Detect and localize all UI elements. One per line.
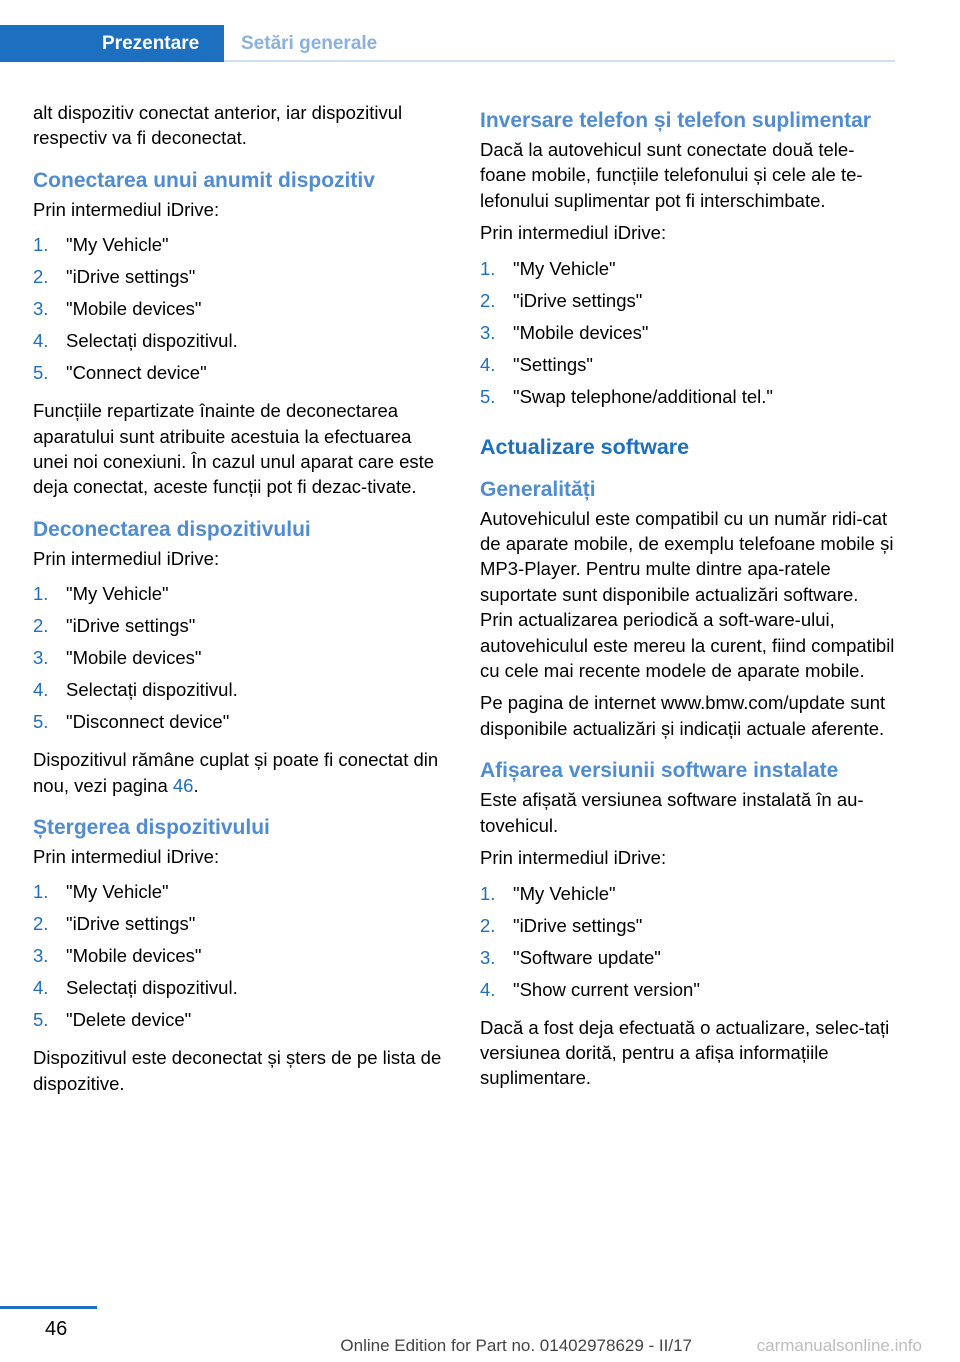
page-reference-link[interactable]: 46 [172, 774, 194, 796]
step-text: Selectați dispozitivul. [66, 679, 238, 701]
edition-text: Online Edition for Part no. 01402978629 - II/17 [340, 1336, 692, 1355]
step-text: Selectați dispozitivul. [66, 977, 238, 999]
step-text: "My Vehicle" [513, 882, 616, 904]
version-via: Prin intermediul iDrive: [480, 847, 667, 869]
section-title-disconnect: Deconectarea dispozitivului [33, 517, 311, 541]
watermark: carmanualsonline.info [756, 1336, 922, 1355]
delete-via: Prin intermediul iDrive: [33, 846, 220, 868]
list-item [480, 913, 896, 945]
section-title-version: Afișarea versiunii software instalate [480, 759, 839, 783]
list-item [480, 352, 896, 384]
step-text: "My Vehicle" [66, 234, 169, 256]
step-text: "Mobile devices" [66, 647, 202, 669]
list-item [480, 256, 896, 288]
delete-steps [33, 879, 449, 1039]
step-text: "Mobile devices" [513, 321, 649, 343]
step-number: 4. [33, 679, 49, 701]
step-text: "iDrive settings" [66, 615, 196, 637]
step-text: "iDrive settings" [66, 266, 196, 288]
step-text: "Show current version" [513, 978, 700, 1000]
tab-prezentare[interactable]: Prezentare [0, 25, 224, 62]
intro-paragraph: alt dispozitiv conectat anterior, iar dispozitivul respectiv va fi deconectat. [33, 102, 403, 149]
disconnect-note [33, 747, 449, 798]
list-item [33, 911, 449, 943]
list-item [33, 264, 449, 296]
website-text: Pe pagina de internet www.bmw.com/update sunt disponibile actualizări și indicații actuale aferente. [480, 692, 886, 739]
version-text: Este afișată versiunea software instalată în au‐tovehicul. [480, 789, 864, 836]
step-number: 2. [33, 615, 49, 637]
step-number: 4. [480, 978, 496, 1000]
step-text: "Connect device" [66, 362, 207, 384]
step-text: "Mobile devices" [66, 298, 202, 320]
step-number: 5. [33, 711, 49, 733]
step-text: Selectați dispozitivul. [66, 330, 238, 352]
step-number: 1. [33, 234, 49, 256]
swap-steps [480, 256, 896, 416]
list-item [33, 709, 449, 741]
step-text: "My Vehicle" [513, 257, 616, 279]
disconnect-note-end: . [193, 774, 199, 796]
list-item [33, 943, 449, 975]
step-text: "Disconnect device" [66, 711, 230, 733]
list-item [480, 977, 896, 1009]
delete-note: Dispozitivul este deconectat și șters de pe lista de dispozitive. [33, 1047, 442, 1094]
list-item [33, 296, 449, 328]
version-note: Dacă a fost deja efectuată o actualizare, selec‐tați versiunea dorită, pentru a afișa informațiile suplimentare. [480, 1016, 890, 1089]
section-title-connect: Conectarea unui anumit dispozitiv [33, 168, 375, 192]
list-item [33, 613, 449, 645]
step-number: 3. [480, 321, 496, 343]
connect-note: Funcțiile repartizate înainte de deconectarea aparatului sunt atribuite acestuia la efectuarea unei noi conexiuni. În cazul unul aparat care este deja conectat, aceste funcții pot fi dezac‐tivate. [33, 400, 435, 498]
list-item [33, 975, 449, 1007]
step-text: "iDrive settings" [513, 289, 643, 311]
step-text: "Delete device" [66, 1009, 192, 1031]
disconnect-steps [33, 581, 449, 741]
list-item [33, 879, 449, 911]
step-text: "iDrive settings" [66, 913, 196, 935]
list-item [480, 384, 896, 416]
step-text: "My Vehicle" [66, 881, 169, 903]
general-text: Autovehiculul este compatibil cu un număr ridi‐cat de aparate mobile, de exemplu telefoane mobile și MP3-Player. Pentru multe dintre apa‐ratele suportate sunt disponibile actualizări software. Prin actualizarea periodică a soft‐ware-ului, autovehiculul este mereu la curent, fiind compatibil cu cele mai recente modele de aparate mobile. [480, 507, 895, 682]
disconnect-note-text: Dispozitivul rămâne cuplat și poate fi conectat din nou, vezi pagina [33, 749, 439, 796]
section-title-software-update: Actualizare software [480, 434, 690, 459]
step-text: "My Vehicle" [66, 583, 169, 605]
step-number: 1. [480, 257, 496, 279]
step-number: 5. [33, 362, 49, 384]
tab-setari-generale[interactable]: Setări generale [241, 33, 378, 54]
list-item [33, 581, 449, 613]
step-number: 3. [33, 647, 49, 669]
step-number: 1. [480, 882, 496, 904]
connect-via: Prin intermediul iDrive: [33, 198, 220, 220]
page-number: 46 [45, 1318, 68, 1340]
step-number: 4. [480, 353, 496, 375]
header-divider [224, 60, 895, 62]
step-number: 3. [33, 945, 49, 967]
step-number: 3. [480, 946, 496, 968]
section-title-delete: Ștergerea dispozitivului [33, 816, 270, 840]
step-number: 1. [33, 583, 49, 605]
section-title-swap: Inversare telefon și telefon suplimentar [480, 109, 871, 132]
step-number: 3. [33, 298, 49, 320]
step-text: "iDrive settings" [513, 914, 643, 936]
step-number: 2. [33, 913, 49, 935]
swap-text: Dacă la autovehicul sunt conectate două tele‐foane mobile, funcțiile telefonului și cele ale te‐lefonului suplimentar pot fi interschimbate. [480, 139, 863, 211]
step-text: "Swap telephone/additional tel." [513, 385, 773, 407]
list-item [33, 328, 449, 360]
step-number: 1. [33, 881, 49, 903]
right-column [480, 100, 896, 1098]
connect-steps [33, 232, 449, 392]
list-item [33, 645, 449, 677]
list-item [33, 1007, 449, 1039]
footer-divider [0, 1306, 97, 1309]
list-item [33, 232, 449, 264]
list-item [480, 945, 896, 977]
step-number: 5. [33, 1009, 49, 1031]
list-item [33, 360, 449, 392]
list-item [480, 288, 896, 320]
version-steps [480, 881, 896, 1009]
step-number: 5. [480, 385, 496, 407]
disconnect-via: Prin intermediul iDrive: [33, 547, 220, 569]
step-text: "Settings" [513, 353, 593, 375]
list-item [480, 881, 896, 913]
list-item [480, 320, 896, 352]
step-number: 2. [33, 266, 49, 288]
swap-via: Prin intermediul iDrive: [480, 222, 667, 244]
step-number: 2. [480, 914, 496, 936]
step-text: "Software update" [513, 946, 661, 968]
step-number: 4. [33, 977, 49, 999]
left-column [33, 100, 449, 1103]
step-number: 4. [33, 330, 49, 352]
header-tabs [0, 25, 377, 62]
step-text: "Mobile devices" [66, 945, 202, 967]
list-item [33, 677, 449, 709]
section-title-general: Generalități [480, 477, 596, 501]
step-number: 2. [480, 289, 496, 311]
